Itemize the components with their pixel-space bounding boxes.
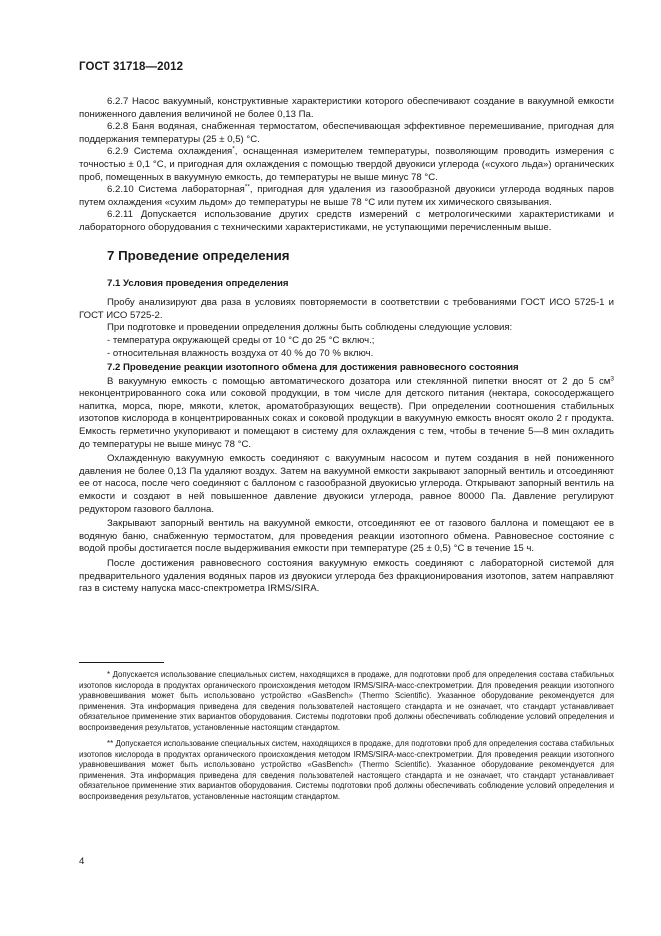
page-number: 4	[79, 856, 85, 867]
paragraph-6-2-7: 6.2.7 Насос вакуумный, конструктивные характеристики которого обеспечивают создание в вакуумной емкости пониженного давления величиной не более 0,13 Па.	[79, 96, 614, 120]
paragraph-7-2-4: После достижения равновесного состояния вакуумную емкость соединяют с лабораторной системой для предварительного удаления водяных паров из двуокиси углерода без фракционирования изотопов, затем направляют газ в систему напуска масс-спектрометра IRMS/SIRA.	[79, 558, 614, 595]
list-item-temperature: - температура окружающей среды от 10 °С до 25 °С включ.;	[107, 334, 375, 346]
footnote-divider	[79, 662, 164, 663]
paragraph-7-2-1	[79, 376, 614, 452]
paragraph-6-2-10-lead: 6.2.10 Система лабораторная	[107, 184, 245, 196]
paragraph-7-2-1-text: неконцентрированного сока или соковой продукции, в том числе для детского питания (нектара, сокосодержащего напитка, морса, пюре, мякоти, клеток, ароматобразующих веществ). При определении соотношения стабильных изотопов кислорода в концентрированных соках и соковой продукции в вакуумную емкость вносят около 2 г продукта. Емкость герметично укупоривают и помещают в систему для охлаждения с тем, чтобы в течение 5—8 мин охладить до температуры не выше минус 78 °С.	[79, 388, 614, 450]
paragraph-7-2-1-lead: В вакуумную емкость с помощью автоматического дозатора или стеклянной пипетки вносят от 2 до 5 см	[107, 375, 611, 387]
paragraph-6-2-10-text: , пригодная для удаления из газообразной двуокиси углерода водяных паров путем охлаждения «сухим льдом» до температуры не выше 78 °С или путем их химического связывания.	[79, 184, 614, 208]
paragraph-7-2-2: Охлажденную вакуумную емкость соединяют с вакуумным насосом и путем создания в ней пониженного давления не более 0,13 Па удаляют воздух. Затем на вакуумной емкости закрывают запорный вентиль и отсоединяют ее от насоса, после чего соединяют с баллоном с газообразной двуокисью углерода. Открывают запорный вентиль на емкости и создают в ней повышенное давление двуокиси углерода, равное 80000 Па. Давление регулируют редуктором газового баллона.	[79, 453, 614, 515]
paragraph-7-1-2: При подготовке и проведении определения должны быть соблюдены следующие условия:	[107, 322, 513, 334]
paragraph-6-2-11: 6.2.11 Допускается использование других средств измерений с метрологическими характеристиками и лабораторного оборудования с техническими характеристиками, не уступающими перечисленным выше.	[79, 209, 614, 233]
footnotes	[79, 670, 614, 808]
paragraph-6-2-9	[79, 146, 614, 184]
paragraph-6-2-8: 6.2.8 Баня водяная, снабженная термостатом, обеспечивающая эффективное перемешивание, пригодная для поддержания температуры (25 ± 0,5) °С.	[79, 121, 614, 145]
document-body	[79, 96, 614, 596]
paragraph-6-2-10	[79, 184, 614, 209]
list-item-humidity: - относительная влажность воздуха от 40 % до 70 % включ.	[107, 347, 374, 359]
paragraph-6-2-9-lead: 6.2.9 Система охлаждения	[107, 146, 233, 158]
footnote-ref-1[interactable]: *	[232, 145, 235, 153]
paragraph-7-1-1: Пробу анализируют два раза в условиях повторяемости в соответствии с требованиями ГОСТ ИСО 5725-1 и ГОСТ ИСО 5725-2.	[79, 297, 614, 321]
section-7-1-heading: 7.1 Условия проведения определения	[107, 277, 289, 289]
paragraph-6-2-9-text: , оснащенная измерителем температуры, позволяющим проводить измерения с точностью ± 0,1 °С, и пригодная для охлаждения с помощью твердой двуокиси углерода («сухого льда») органических проб, помещенных в вакуумную емкость, до температуры не выше минус 78 °С.	[79, 146, 615, 183]
document-header: ГОСТ 31718—2012	[79, 61, 184, 73]
footnote-1: * Допускается использование специальных систем, находящихся в продаже, для подготовки проб для определения состава стабильных изотопов кислорода в продуктах органического происхождения методом IRMS/SIRA-масс-спектрометрии. Для проведения реакции изотопного уравновешивания может быть использовано устройство «GasBench» (Thermo Scientific). Указанное оборудование рекомендуется для применения. Эта информация приведена для сведения пользователей настоящего стандарта и не означает, что стандарт устанавливает обязательное применение этих вариантов оборудования. Системы подготовки проб должны обеспечивать соблюдение условий определения и воспроизведения результатов, установленные настоящим стандартом.	[79, 670, 614, 732]
footnote-ref-2[interactable]: **	[244, 183, 250, 191]
section-7-2-heading: 7.2 Проведение реакции изотопного обмена для достижения равновесного состояния	[107, 362, 519, 374]
footnote-2: ** Допускается использование специальных систем, находящихся в продаже, для подготовки проб для определения состава стабильных изотопов кислорода в продуктах органического происхождения методом IRMS/SIRA-масс-спектрометрии. Для проведения реакции изотопного уравновешивания может быть использовано устройство «GasBench» (Thermo Scientific). Указанное оборудование рекомендуется для применения. Эта информация приведена для сведения пользователей настоящего стандарта и не означает, что стандарт устанавливает обязательное применение этих вариантов оборудования. Системы подготовки проб должны обеспечивать соблюдение условий определения и воспроизведения результатов, установленные настоящим стандартом.	[79, 739, 614, 801]
unit-exponent: 3	[610, 375, 614, 383]
paragraph-7-2-3: Закрывают запорный вентиль на вакуумной емкости, отсоединяют ее от газового баллона и помещают ее в водяную баню, снабженную термостатом, для проведения реакции изотопного обмена. Равновесное состояние с водой пробы достигается после выдерживания емкости при температуре (25 ± 0,5) °С в течение 15 ч.	[79, 518, 614, 555]
section-7-heading: 7 Проведение определения	[107, 247, 290, 263]
